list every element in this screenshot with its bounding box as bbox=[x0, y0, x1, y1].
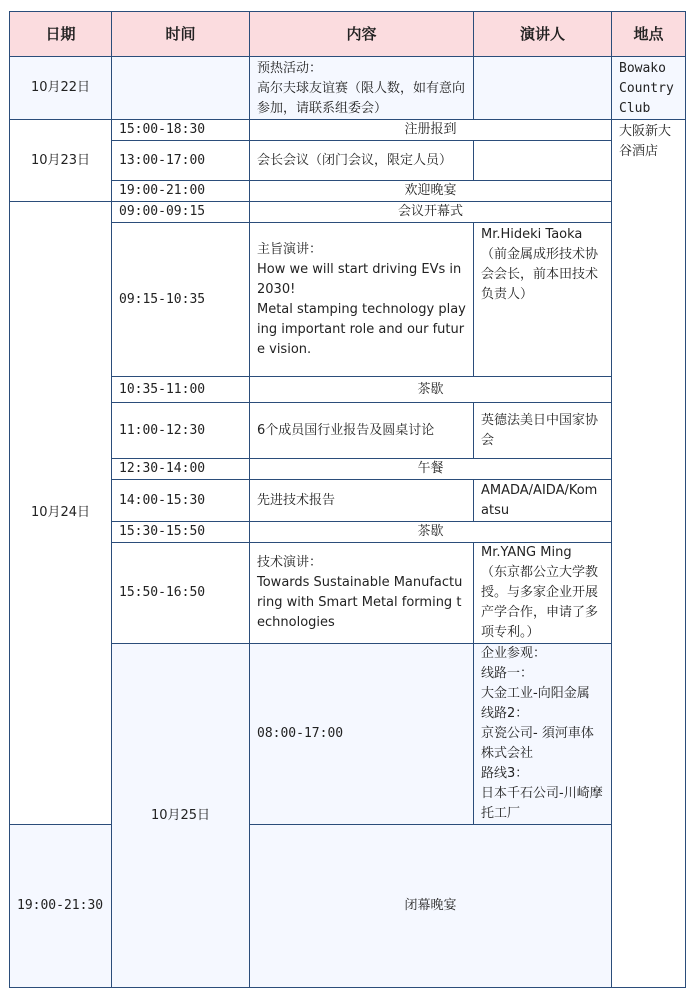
speaker-name: Mr.Hideki Taoka bbox=[481, 227, 583, 242]
content-cell: 午餐 bbox=[250, 459, 612, 480]
speaker-cell bbox=[474, 57, 612, 120]
header-date: 日期 bbox=[10, 12, 112, 57]
table-row bbox=[10, 543, 686, 644]
time-cell: 19:00-21:30 bbox=[10, 825, 112, 988]
time-cell: 09:00-09:15 bbox=[112, 202, 250, 223]
header-venue: 地点 bbox=[612, 12, 686, 57]
speaker-name: Mr.YANG Ming bbox=[481, 545, 572, 560]
speaker-note: （前金属成形技术协会会长，前本田技术负责人） bbox=[481, 247, 599, 302]
time-cell: 15:30-15:50 bbox=[112, 522, 250, 543]
table-row bbox=[10, 825, 686, 988]
content-cell: 闭幕晚宴 bbox=[250, 825, 612, 988]
content-line: 预热活动： bbox=[257, 61, 323, 76]
content-line: 主旨演讲： bbox=[257, 241, 323, 257]
content-line: 大金工业-向阳金属 bbox=[481, 686, 590, 701]
speaker-cell: AMADA/AIDA/Komatsu bbox=[474, 480, 612, 522]
content-line: 技术演讲： bbox=[257, 555, 323, 570]
content-line: 线路一： bbox=[481, 666, 534, 681]
content-cell bbox=[250, 223, 474, 377]
speaker-note: （东京都公立大学教授。与多家企业开展产学合作，申请了多项专利。） bbox=[481, 565, 599, 640]
content-cell: 茶歇 bbox=[250, 377, 612, 403]
speaker-cell bbox=[474, 543, 612, 644]
table-row bbox=[10, 644, 686, 825]
content-line: Metal stamping technology playing important role and our future vision. bbox=[257, 301, 466, 357]
speaker-cell bbox=[474, 223, 612, 377]
time-cell: 14:00-15:30 bbox=[112, 480, 250, 522]
table-row bbox=[10, 141, 686, 181]
date-cell: 10月25日 bbox=[112, 644, 250, 988]
header-time: 时间 bbox=[112, 12, 250, 57]
date-cell: 10月24日 bbox=[10, 202, 112, 825]
time-cell: 15:50-16:50 bbox=[112, 543, 250, 644]
venue-cell: Bowako Country Club bbox=[612, 57, 686, 120]
speaker-cell bbox=[474, 141, 612, 181]
date-cell: 10月23日 bbox=[10, 120, 112, 202]
content-cell: 会长会议（闭门会议，限定人员） bbox=[250, 141, 474, 181]
content-line: How we will start driving EVs in 2030! bbox=[257, 261, 462, 297]
time-cell: 10:35-11:00 bbox=[112, 377, 250, 403]
content-cell bbox=[250, 543, 474, 644]
time-cell: 12:30-14:00 bbox=[112, 459, 250, 480]
table-row bbox=[10, 522, 686, 543]
time-cell: 11:00-12:30 bbox=[112, 403, 250, 459]
content-line: 京瓷公司- 須河車体株式会社 bbox=[481, 726, 594, 761]
content-line: 高尔夫球友谊赛（限人数，如有意向参加，请联系组委会） bbox=[257, 81, 466, 116]
time-cell: 13:00-17:00 bbox=[112, 141, 250, 181]
content-cell: 注册报到 bbox=[250, 120, 612, 141]
table-row bbox=[10, 480, 686, 522]
header-speaker: 演讲人 bbox=[474, 12, 612, 57]
table-row bbox=[10, 57, 686, 120]
header-row bbox=[10, 12, 686, 57]
content-cell: 茶歇 bbox=[250, 522, 612, 543]
content-line: 日本千石公司-川崎摩托工厂 bbox=[481, 786, 603, 821]
date-cell: 10月22日 bbox=[10, 57, 112, 120]
content-line: 线路2： bbox=[481, 706, 529, 721]
content-line: 企业参观： bbox=[481, 646, 547, 661]
table-row bbox=[10, 459, 686, 480]
time-cell: 15:00-18:30 bbox=[112, 120, 250, 141]
content-cell: 6个成员国行业报告及圆桌讨论 bbox=[250, 403, 474, 459]
content-cell bbox=[250, 57, 474, 120]
content-line: 路线3： bbox=[481, 766, 529, 781]
time-cell: 08:00-17:00 bbox=[250, 644, 474, 825]
table-row bbox=[10, 202, 686, 223]
time-cell bbox=[112, 57, 250, 120]
table-row bbox=[10, 223, 686, 377]
content-cell: 先进技术报告 bbox=[250, 480, 474, 522]
schedule-table bbox=[9, 11, 686, 988]
content-line: Towards Sustainable Manufacturing with Smart Metal forming technologies bbox=[257, 575, 463, 630]
table-row bbox=[10, 120, 686, 141]
venue-cell: 大阪新大谷酒店 bbox=[612, 120, 686, 988]
table-row bbox=[10, 403, 686, 459]
time-cell: 19:00-21:00 bbox=[112, 181, 250, 202]
content-cell: 会议开幕式 bbox=[250, 202, 612, 223]
content-cell: 欢迎晚宴 bbox=[250, 181, 612, 202]
table-row bbox=[10, 181, 686, 202]
header-content: 内容 bbox=[250, 12, 474, 57]
table-row bbox=[10, 377, 686, 403]
content-cell bbox=[474, 644, 612, 825]
speaker-cell: 英德法美日中国家协会 bbox=[474, 403, 612, 459]
time-cell: 09:15-10:35 bbox=[112, 223, 250, 377]
